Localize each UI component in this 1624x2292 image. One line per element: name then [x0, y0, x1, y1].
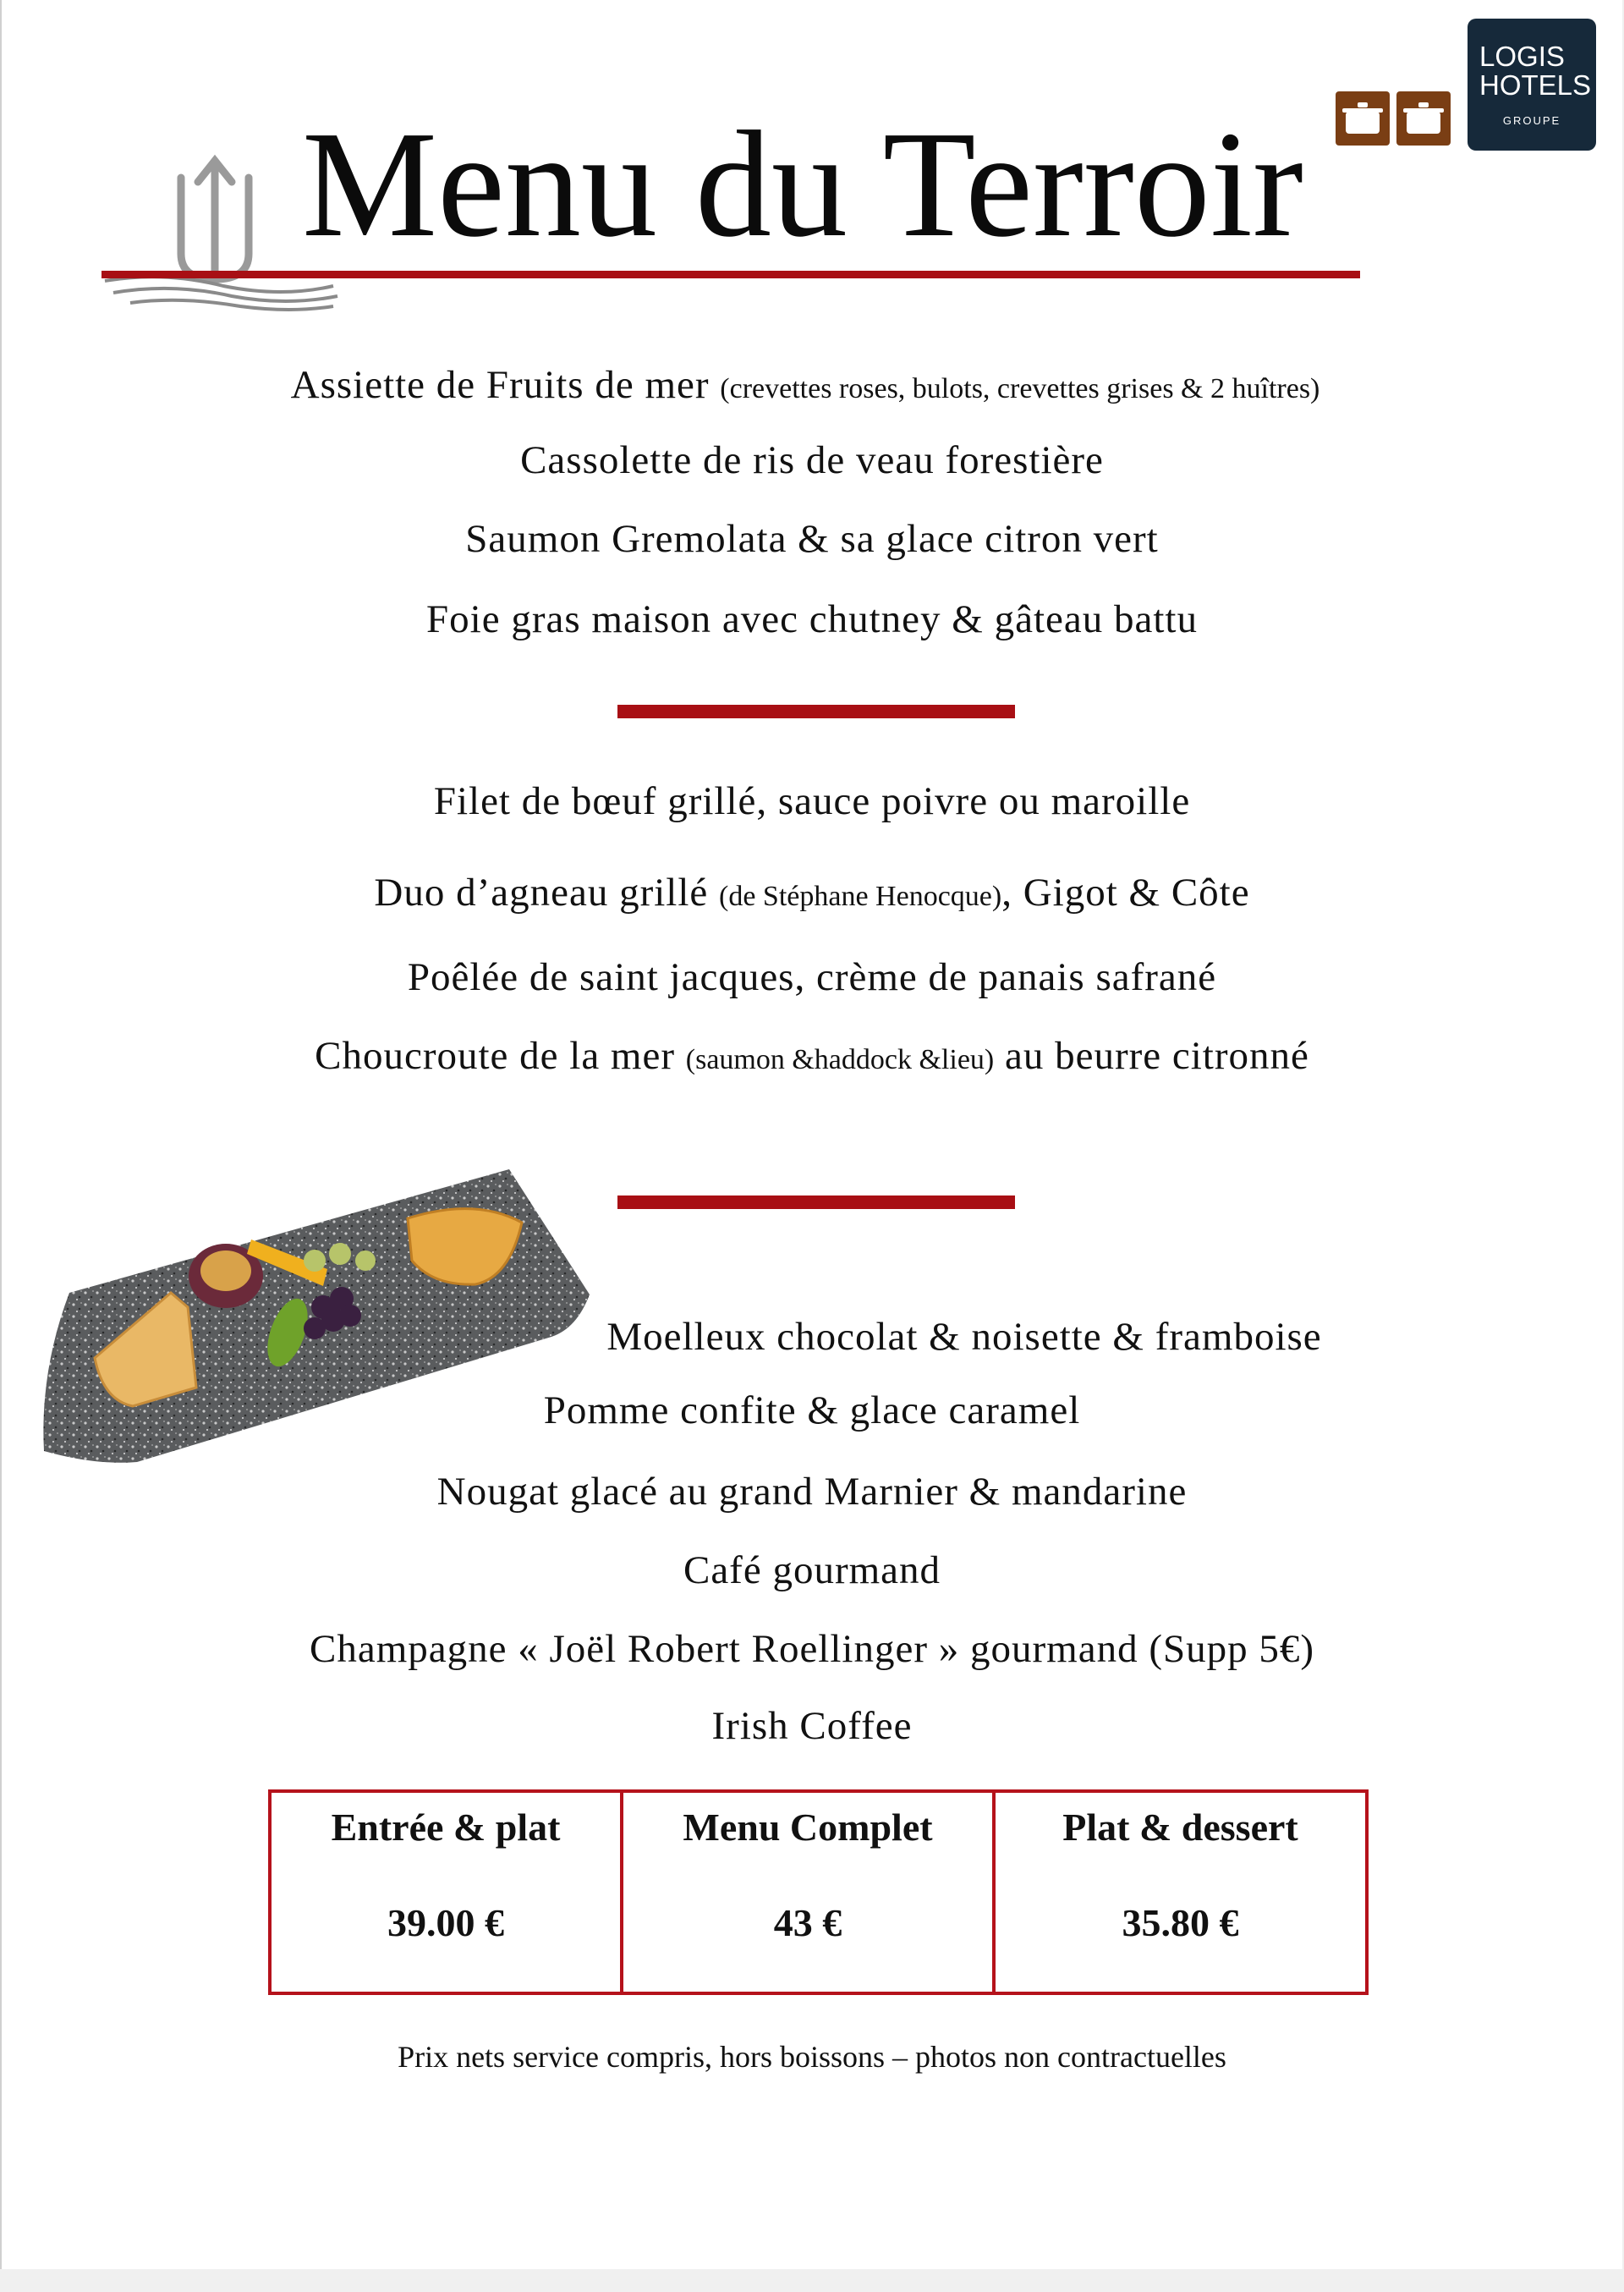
- dessert-item: Nougat glacé au grand Marnier & mandarine: [436, 1470, 1188, 1514]
- brand-line-3: GROUPE: [1502, 114, 1561, 127]
- footer-note: Prix nets service compris, hors boissons – photos non contractuelles: [398, 2040, 1226, 2074]
- brand-line-1: LOGIS: [1479, 41, 1565, 72]
- dessert-item: Café gourmand: [683, 1548, 941, 1592]
- price-cell-entree-plat: [272, 1793, 623, 1992]
- entree-item: Assiette de Fruits de mer (crevettes roses, bulots, crevettes grises & 2 huîtres): [290, 363, 1320, 407]
- page-title: Menu du Terroir: [302, 100, 1303, 268]
- plat-item: Choucroute de la mer (saumon &haddock &lieu) au beurre citronné: [315, 1034, 1309, 1078]
- dessert-item: Moelleux chocolat & noisette & framboise: [606, 1315, 1322, 1359]
- price-value: 35.80 €: [1122, 1901, 1239, 1944]
- price-label: Menu Complet: [683, 1806, 933, 1849]
- dessert-item: Irish Coffee: [711, 1704, 913, 1748]
- cooking-pot-icons: [1336, 91, 1454, 151]
- plat-item: Filet de bœuf grillé, sauce poivre ou maroille: [433, 779, 1191, 823]
- section-separator: [617, 1195, 1015, 1209]
- price-value: 39.00 €: [387, 1901, 504, 1944]
- price-cell-menu-complet: [623, 1793, 996, 1992]
- entree-item: Foie gras maison avec chutney & gâteau battu: [426, 597, 1198, 641]
- plat-item: Poêlée de saint jacques, crème de panais safrané: [407, 955, 1217, 999]
- entree-item: Cassolette de ris de veau forestière: [520, 438, 1104, 482]
- entree-detail: (crevettes roses, bulots, crevettes grises & 2 huîtres): [720, 373, 1320, 404]
- plat-detail: (saumon &haddock &lieu): [685, 1044, 995, 1075]
- section-separator: [617, 705, 1015, 718]
- price-label: Entrée & plat: [331, 1806, 561, 1849]
- brand-line-2: HOTELS: [1479, 69, 1592, 101]
- price-value: 43 €: [773, 1901, 842, 1944]
- plat-item: Duo d’agneau grillé (de Stéphane Henocque), Gigot & Côte: [374, 871, 1250, 915]
- price-label: Plat & dessert: [1062, 1806, 1298, 1849]
- price-cell-plat-dessert: [996, 1793, 1365, 1992]
- price-table: [268, 1789, 1369, 1995]
- plat-detail: (de Stéphane Henocque): [719, 881, 1002, 912]
- logis-hotels-logo: [1468, 19, 1596, 151]
- entree-item: Saumon Gremolata & sa glace citron vert: [465, 517, 1159, 561]
- dessert-item: Pomme confite & glace caramel: [543, 1388, 1081, 1432]
- title-underline: [102, 271, 1360, 278]
- dessert-item: Champagne « Joël Robert Roellinger » gourmand (Supp 5€): [309, 1627, 1315, 1671]
